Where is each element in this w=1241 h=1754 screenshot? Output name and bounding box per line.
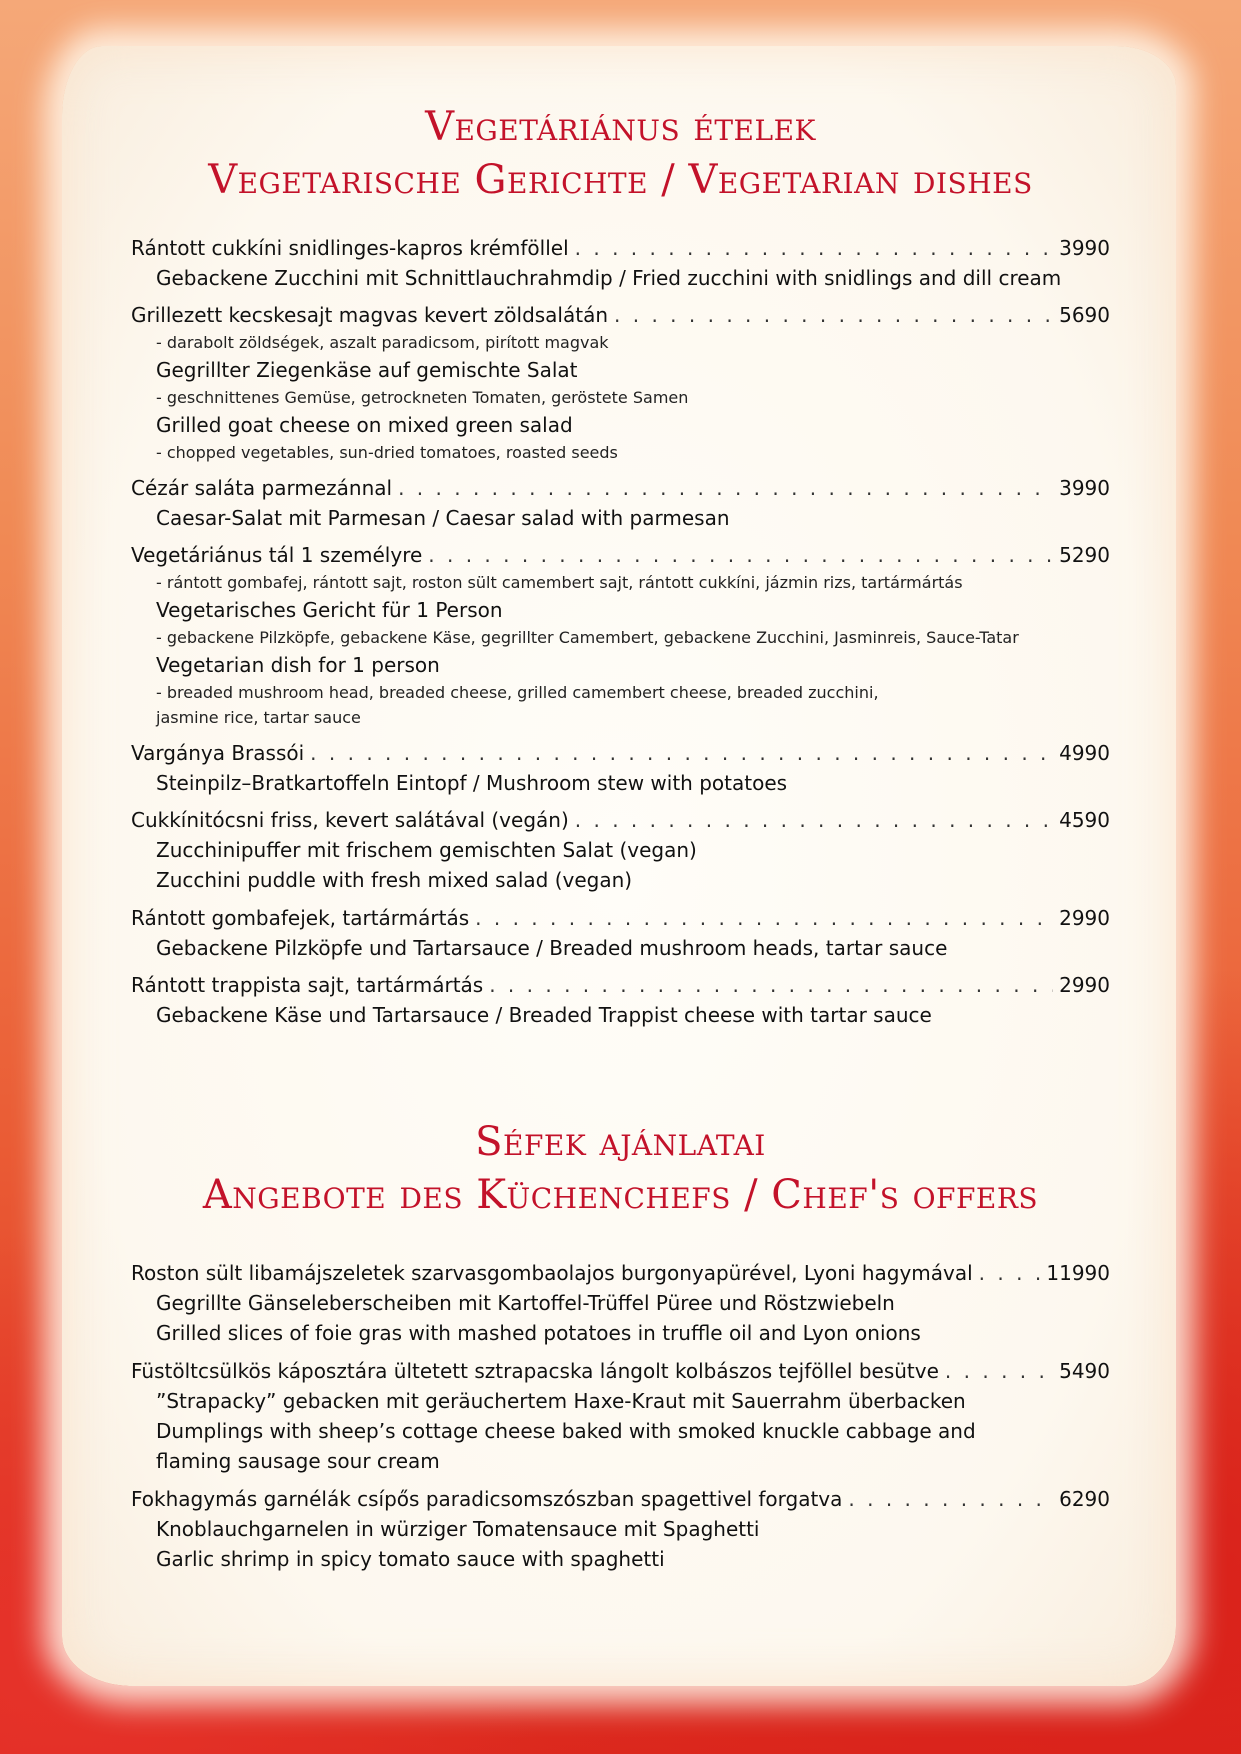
menu-item	[131, 540, 1110, 730]
item-translation: Gebackene Pilzköpfe und Tartarsauce / Breaded mushroom heads, tartar sauce	[156, 936, 948, 960]
item-translation: Knoblauchgarnelen in würziger Tomatensauce mit Spaghetti	[156, 1517, 760, 1541]
section-title-vegetarian-hu: Vegetáriánus ételek	[425, 104, 816, 150]
item-ingredients: - chopped vegetables, sun-dried tomatoes, roasted seeds	[156, 443, 618, 462]
leader-dots	[398, 473, 1053, 503]
leader-dots	[848, 1484, 1053, 1514]
item-translation: Caesar-Salat mit Parmesan / Caesar salad with parmesan	[156, 506, 730, 530]
leader-dots	[310, 738, 1053, 768]
item-price: 4990	[1059, 741, 1110, 765]
item-name: Vegetáriánus tál 1 személyre	[131, 543, 423, 567]
leader-dots	[614, 300, 1053, 330]
item-price: 6290	[1059, 1487, 1110, 1511]
item-translation: Vegetarian dish for 1 person	[156, 653, 440, 677]
item-translation: Gebackene Zucchini mit Schnittlauchrahmdip / Fried zucchini with snidlings and dill cream	[156, 266, 1062, 290]
menu-item	[131, 738, 1110, 798]
menu-item	[131, 805, 1110, 895]
item-translation: Gebackene Käse und Tartarsauce / Breaded Trappist cheese with tartar sauce	[156, 1003, 932, 1027]
item-ingredients: - rántott gombafej, rántott sajt, roston sült camembert sajt, rántott cukkíni, jázmin rizs, tartármártás	[156, 573, 963, 592]
item-price: 11990	[1046, 1261, 1110, 1285]
menu-item	[131, 970, 1110, 1030]
item-name: Rántott cukkíni snidlinges-kapros krémföllel	[131, 236, 569, 260]
leader-dots	[979, 1258, 1041, 1288]
menu-item	[131, 1356, 1110, 1476]
item-ingredients: - darabolt zöldségek, aszalt paradicsom, pirított magvak	[156, 333, 609, 352]
item-translation: Gegrillte Gänseleberscheiben mit Kartoffel-Trüffel Püree und Röstzwiebeln	[156, 1291, 895, 1315]
item-translation: Steinpilz–Bratkartoffeln Eintopf / Mushroom stew with potatoes	[156, 771, 788, 795]
item-name: Fokhagymás garnélák csípős paradicsomszószban spagettivel forgatva	[131, 1487, 843, 1511]
leader-dots	[575, 233, 1053, 263]
item-price: 5690	[1059, 303, 1110, 327]
item-ingredients: - gebackene Pilzköpfe, gebackene Käse, gegrillter Camembert, gebackene Zucchini, Jasminreis, Sauce-Tatar	[156, 628, 1019, 647]
item-translation: Zucchinipuffer mit frischem gemischten Salat (vegan)	[156, 838, 697, 862]
item-name: Rántott trappista sajt, tartármártás	[131, 973, 484, 997]
item-ingredients: - geschnittenes Gemüse, getrockneten Tomaten, geröstete Samen	[156, 388, 689, 407]
item-price: 3990	[1059, 476, 1110, 500]
item-name: Cézár saláta parmezánnal	[131, 476, 393, 500]
item-translation: ”Strapacky” gebacken mit geräuchertem Haxe-Kraut mit Sauerrahm überbacken	[156, 1389, 966, 1413]
leader-dots	[945, 1356, 1053, 1386]
item-price: 2990	[1059, 973, 1110, 997]
item-name: Rántott gombafejek, tartármártás	[131, 906, 470, 930]
item-name: Füstöltcsülkös káposztára ültetett sztrapacska lángolt kolbászos tejföllel besütve	[131, 1359, 939, 1383]
item-price: 3990	[1059, 236, 1110, 260]
item-price: 5490	[1059, 1359, 1110, 1383]
menu-item	[131, 300, 1110, 465]
item-translation: Dumplings with sheep’s cottage cheese baked with smoked knuckle cabbage and	[156, 1419, 976, 1443]
menu-item	[131, 1484, 1110, 1574]
item-translation: Zucchini puddle with fresh mixed salad (vegan)	[156, 868, 633, 892]
item-name: Cukkínitócsni friss, kevert salátával (vegán)	[131, 808, 569, 832]
item-name: Grillezett kecskesajt magvas kevert zöldsalátán	[131, 303, 609, 327]
item-translation: Grilled slices of foie gras with mashed potatoes in truffle oil and Lyon onions	[156, 1321, 921, 1345]
item-translation: Gegrillter Ziegenkäse auf gemischte Salat	[156, 358, 578, 382]
item-ingredients: jasmine rice, tartar sauce	[156, 708, 361, 727]
item-name: Roston sült libamájszeletek szarvasgombaolajos burgonyapürével, Lyoni hagymával	[131, 1261, 973, 1285]
item-price: 2990	[1059, 906, 1110, 930]
section-title-chef-hu: Séfek ajánlatai	[475, 1119, 766, 1165]
item-translation: Garlic shrimp in spicy tomato sauce with spaghetti	[156, 1547, 665, 1571]
menu-item	[131, 1258, 1110, 1348]
item-name: Vargánya Brassói	[131, 741, 305, 765]
leader-dots	[489, 970, 1053, 1000]
menu-item	[131, 903, 1110, 963]
section-title-vegetarian-de-en: Vegetarische Gerichte / Vegetarian dishes	[208, 157, 1033, 203]
section-title-chef-de-en: Angebote des Küchenchefs / Chef's offers	[202, 1172, 1039, 1218]
leader-dots	[428, 540, 1053, 570]
item-translation: Vegetarisches Gericht für 1 Person	[156, 598, 503, 622]
leader-dots	[575, 805, 1053, 835]
leader-dots	[475, 903, 1053, 933]
menu-item	[131, 233, 1110, 293]
item-ingredients: - breaded mushroom head, breaded cheese, grilled camembert cheese, breaded zucchini,	[156, 683, 879, 702]
item-price: 4590	[1059, 808, 1110, 832]
item-translation: flaming sausage sour cream	[156, 1449, 440, 1473]
item-translation: Grilled goat cheese on mixed green salad	[156, 413, 573, 437]
menu-item	[131, 473, 1110, 533]
item-price: 5290	[1059, 543, 1110, 567]
